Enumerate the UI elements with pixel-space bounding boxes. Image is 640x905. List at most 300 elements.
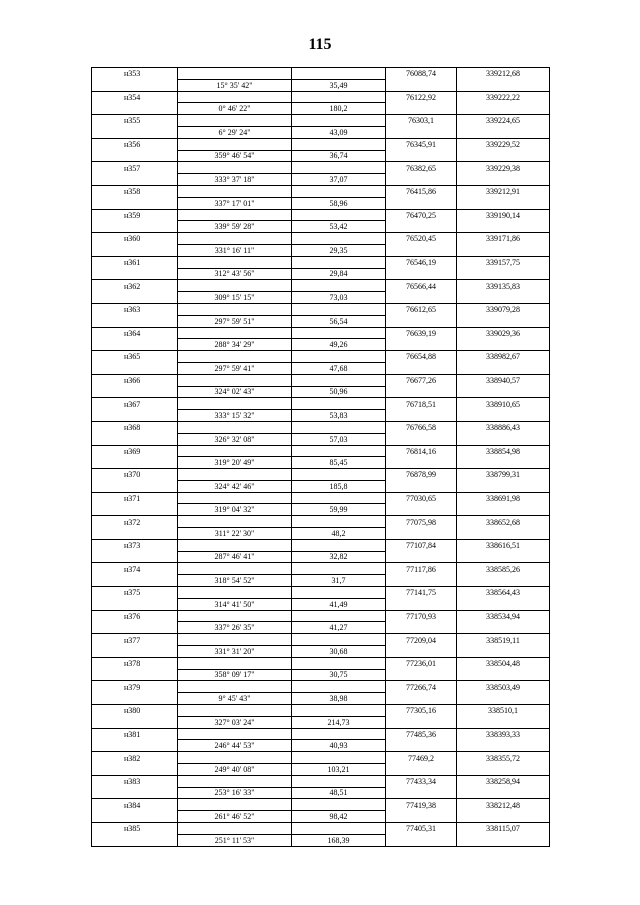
- point-cell: н379: [92, 681, 178, 693]
- x-coordinate-cell: 77117,86: [386, 563, 457, 575]
- point-cell: н358: [92, 185, 178, 197]
- y-coordinate-cell: 339224,65: [457, 115, 550, 127]
- y-coordinate-cell: 338212,48: [457, 799, 550, 811]
- x-coordinate-cell: 77209,04: [386, 634, 457, 646]
- point-cell: н364: [92, 327, 178, 339]
- y-spacer-cell: [457, 834, 550, 846]
- y-coordinate-cell: 338585,26: [457, 563, 550, 575]
- x-coordinate-cell: 76612,65: [386, 303, 457, 315]
- direction-angle-cell: 324° 42' 46": [178, 480, 292, 492]
- point-cell: н354: [92, 91, 178, 103]
- table-row: [92, 681, 550, 693]
- point-cell: н374: [92, 563, 178, 575]
- y-coordinate-cell: 338652,68: [457, 516, 550, 528]
- point-spacer-cell: [92, 174, 178, 186]
- angle-spacer-cell: [178, 91, 292, 103]
- x-coordinate-cell: 77433,34: [386, 775, 457, 787]
- table-row: [92, 115, 550, 127]
- y-coordinate-cell: 338982,67: [457, 351, 550, 363]
- point-spacer-cell: [92, 598, 178, 610]
- segment-length-cell: 41,27: [292, 622, 386, 634]
- table-row-segment: [92, 669, 550, 681]
- point-spacer-cell: [92, 575, 178, 587]
- x-spacer-cell: [386, 575, 457, 587]
- x-coordinate-cell: 77030,65: [386, 492, 457, 504]
- x-spacer-cell: [386, 339, 457, 351]
- x-spacer-cell: [386, 221, 457, 233]
- point-spacer-cell: [92, 126, 178, 138]
- direction-angle-cell: 331° 16' 11": [178, 244, 292, 256]
- table-row: [92, 256, 550, 268]
- direction-angle-cell: 314° 41' 50": [178, 598, 292, 610]
- y-coordinate-cell: 338616,51: [457, 539, 550, 551]
- y-coordinate-cell: 338910,65: [457, 398, 550, 410]
- segment-length-cell: 48,51: [292, 787, 386, 799]
- point-cell: н373: [92, 539, 178, 551]
- segment-length-cell: 35,49: [292, 79, 386, 91]
- y-coordinate-cell: 338393,33: [457, 728, 550, 740]
- x-coordinate-cell: 76303,1: [386, 115, 457, 127]
- x-coordinate-cell: 77305,16: [386, 705, 457, 717]
- segment-length-cell: 36,74: [292, 150, 386, 162]
- x-spacer-cell: [386, 79, 457, 91]
- x-coordinate-cell: 76415,86: [386, 185, 457, 197]
- angle-spacer-cell: [178, 728, 292, 740]
- angle-spacer-cell: [178, 799, 292, 811]
- x-coordinate-cell: 77170,93: [386, 610, 457, 622]
- segment-length-cell: 49,26: [292, 339, 386, 351]
- x-spacer-cell: [386, 244, 457, 256]
- y-spacer-cell: [457, 315, 550, 327]
- point-cell: н365: [92, 351, 178, 363]
- y-coordinate-cell: 339212,68: [457, 68, 550, 80]
- y-spacer-cell: [457, 622, 550, 634]
- length-spacer-cell: [292, 492, 386, 504]
- direction-angle-cell: 324° 02' 43": [178, 386, 292, 398]
- x-coordinate-cell: 76654,88: [386, 351, 457, 363]
- x-coordinate-cell: 76566,44: [386, 280, 457, 292]
- length-spacer-cell: [292, 209, 386, 221]
- x-spacer-cell: [386, 457, 457, 469]
- direction-angle-cell: 318° 54' 52": [178, 575, 292, 587]
- table-row-segment: [92, 504, 550, 516]
- table-row-segment: [92, 315, 550, 327]
- table-row: [92, 445, 550, 457]
- table-row: [92, 728, 550, 740]
- point-spacer-cell: [92, 150, 178, 162]
- x-coordinate-cell: 76814,16: [386, 445, 457, 457]
- y-coordinate-cell: 338258,94: [457, 775, 550, 787]
- point-spacer-cell: [92, 669, 178, 681]
- angle-spacer-cell: [178, 209, 292, 221]
- point-spacer-cell: [92, 646, 178, 658]
- length-spacer-cell: [292, 115, 386, 127]
- direction-angle-cell: 358° 09' 17": [178, 669, 292, 681]
- point-cell: н362: [92, 280, 178, 292]
- y-coordinate-cell: 339229,52: [457, 138, 550, 150]
- length-spacer-cell: [292, 587, 386, 599]
- point-cell: н360: [92, 233, 178, 245]
- angle-spacer-cell: [178, 327, 292, 339]
- y-coordinate-cell: 338854,98: [457, 445, 550, 457]
- y-spacer-cell: [457, 339, 550, 351]
- x-coordinate-cell: 77405,31: [386, 823, 457, 835]
- x-spacer-cell: [386, 433, 457, 445]
- segment-length-cell: 185,8: [292, 480, 386, 492]
- direction-angle-cell: 6° 29' 24": [178, 126, 292, 138]
- point-cell: н375: [92, 587, 178, 599]
- point-spacer-cell: [92, 622, 178, 634]
- table-row-segment: [92, 622, 550, 634]
- coordinates-table-body: [92, 68, 550, 847]
- segment-length-cell: 168,39: [292, 834, 386, 846]
- direction-angle-cell: 9° 45' 43": [178, 693, 292, 705]
- table-row-segment: [92, 79, 550, 91]
- table-row: [92, 657, 550, 669]
- y-spacer-cell: [457, 410, 550, 422]
- y-spacer-cell: [457, 244, 550, 256]
- table-row: [92, 68, 550, 80]
- table-row-segment: [92, 292, 550, 304]
- direction-angle-cell: 337° 17' 01": [178, 197, 292, 209]
- table-row: [92, 233, 550, 245]
- length-spacer-cell: [292, 469, 386, 481]
- table-row-segment: [92, 480, 550, 492]
- table-row-segment: [92, 811, 550, 823]
- length-spacer-cell: [292, 445, 386, 457]
- direction-angle-cell: 261° 46' 52": [178, 811, 292, 823]
- y-coordinate-cell: 339157,75: [457, 256, 550, 268]
- table-row: [92, 516, 550, 528]
- point-cell: н353: [92, 68, 178, 80]
- y-coordinate-cell: 339222,22: [457, 91, 550, 103]
- angle-spacer-cell: [178, 445, 292, 457]
- point-spacer-cell: [92, 103, 178, 115]
- angle-spacer-cell: [178, 563, 292, 575]
- angle-spacer-cell: [178, 823, 292, 835]
- y-spacer-cell: [457, 716, 550, 728]
- direction-angle-cell: 0° 46' 22": [178, 103, 292, 115]
- direction-angle-cell: 311° 22' 30": [178, 528, 292, 540]
- length-spacer-cell: [292, 610, 386, 622]
- y-coordinate-cell: 338504,48: [457, 657, 550, 669]
- x-coordinate-cell: 77107,84: [386, 539, 457, 551]
- y-spacer-cell: [457, 362, 550, 374]
- table-row: [92, 492, 550, 504]
- point-spacer-cell: [92, 693, 178, 705]
- point-spacer-cell: [92, 764, 178, 776]
- y-spacer-cell: [457, 764, 550, 776]
- y-spacer-cell: [457, 457, 550, 469]
- y-spacer-cell: [457, 480, 550, 492]
- y-spacer-cell: [457, 740, 550, 752]
- point-cell: н382: [92, 752, 178, 764]
- length-spacer-cell: [292, 539, 386, 551]
- y-spacer-cell: [457, 150, 550, 162]
- angle-spacer-cell: [178, 421, 292, 433]
- point-cell: н380: [92, 705, 178, 717]
- length-spacer-cell: [292, 280, 386, 292]
- y-spacer-cell: [457, 386, 550, 398]
- point-spacer-cell: [92, 292, 178, 304]
- table-row: [92, 280, 550, 292]
- segment-length-cell: 37,07: [292, 174, 386, 186]
- angle-spacer-cell: [178, 705, 292, 717]
- direction-angle-cell: 333° 15' 32": [178, 410, 292, 422]
- x-coordinate-cell: 76718,51: [386, 398, 457, 410]
- table-row-segment: [92, 126, 550, 138]
- y-spacer-cell: [457, 174, 550, 186]
- point-cell: н357: [92, 162, 178, 174]
- point-spacer-cell: [92, 362, 178, 374]
- y-spacer-cell: [457, 528, 550, 540]
- x-spacer-cell: [386, 693, 457, 705]
- point-cell: н372: [92, 516, 178, 528]
- x-coordinate-cell: 77266,74: [386, 681, 457, 693]
- table-row-segment: [92, 693, 550, 705]
- length-spacer-cell: [292, 799, 386, 811]
- x-spacer-cell: [386, 551, 457, 563]
- point-spacer-cell: [92, 457, 178, 469]
- table-row-segment: [92, 598, 550, 610]
- table-row-segment: [92, 787, 550, 799]
- y-spacer-cell: [457, 79, 550, 91]
- y-coordinate-cell: 338691,98: [457, 492, 550, 504]
- point-cell: н385: [92, 823, 178, 835]
- x-coordinate-cell: 76546,19: [386, 256, 457, 268]
- segment-length-cell: 85,45: [292, 457, 386, 469]
- segment-length-cell: 48,2: [292, 528, 386, 540]
- point-spacer-cell: [92, 339, 178, 351]
- point-spacer-cell: [92, 386, 178, 398]
- table-row-segment: [92, 221, 550, 233]
- table-row-segment: [92, 150, 550, 162]
- segment-length-cell: 41,49: [292, 598, 386, 610]
- point-cell: н356: [92, 138, 178, 150]
- point-spacer-cell: [92, 433, 178, 445]
- y-spacer-cell: [457, 221, 550, 233]
- point-spacer-cell: [92, 834, 178, 846]
- point-cell: н366: [92, 374, 178, 386]
- length-spacer-cell: [292, 303, 386, 315]
- x-spacer-cell: [386, 787, 457, 799]
- segment-length-cell: 58,96: [292, 197, 386, 209]
- point-spacer-cell: [92, 811, 178, 823]
- table-row-segment: [92, 764, 550, 776]
- angle-spacer-cell: [178, 634, 292, 646]
- length-spacer-cell: [292, 705, 386, 717]
- x-spacer-cell: [386, 764, 457, 776]
- point-spacer-cell: [92, 480, 178, 492]
- x-coordinate-cell: 76088,74: [386, 68, 457, 80]
- angle-spacer-cell: [178, 280, 292, 292]
- segment-length-cell: 56,54: [292, 315, 386, 327]
- y-coordinate-cell: 338534,94: [457, 610, 550, 622]
- x-spacer-cell: [386, 504, 457, 516]
- angle-spacer-cell: [178, 115, 292, 127]
- segment-length-cell: 53,42: [292, 221, 386, 233]
- angle-spacer-cell: [178, 162, 292, 174]
- segment-length-cell: 103,21: [292, 764, 386, 776]
- angle-spacer-cell: [178, 775, 292, 787]
- angle-spacer-cell: [178, 233, 292, 245]
- point-spacer-cell: [92, 740, 178, 752]
- angle-spacer-cell: [178, 657, 292, 669]
- y-coordinate-cell: 338940,57: [457, 374, 550, 386]
- segment-length-cell: 53,83: [292, 410, 386, 422]
- x-spacer-cell: [386, 598, 457, 610]
- table-row: [92, 138, 550, 150]
- x-coordinate-cell: 77485,36: [386, 728, 457, 740]
- direction-angle-cell: 309° 15' 15": [178, 292, 292, 304]
- y-coordinate-cell: 338799,31: [457, 469, 550, 481]
- x-spacer-cell: [386, 268, 457, 280]
- table-row-segment: [92, 362, 550, 374]
- y-spacer-cell: [457, 646, 550, 658]
- x-coordinate-cell: 76766,58: [386, 421, 457, 433]
- table-row: [92, 351, 550, 363]
- y-spacer-cell: [457, 575, 550, 587]
- x-coordinate-cell: 76520,45: [386, 233, 457, 245]
- angle-spacer-cell: [178, 587, 292, 599]
- table-row-segment: [92, 103, 550, 115]
- direction-angle-cell: 339° 59' 28": [178, 221, 292, 233]
- x-coordinate-cell: 76122,92: [386, 91, 457, 103]
- y-coordinate-cell: 339229,38: [457, 162, 550, 174]
- angle-spacer-cell: [178, 256, 292, 268]
- x-coordinate-cell: 77141,75: [386, 587, 457, 599]
- point-cell: н381: [92, 728, 178, 740]
- x-spacer-cell: [386, 669, 457, 681]
- table-row: [92, 610, 550, 622]
- point-spacer-cell: [92, 528, 178, 540]
- length-spacer-cell: [292, 421, 386, 433]
- y-spacer-cell: [457, 598, 550, 610]
- table-row: [92, 539, 550, 551]
- segment-length-cell: 180,2: [292, 103, 386, 115]
- y-coordinate-cell: 339212,91: [457, 185, 550, 197]
- table-row: [92, 374, 550, 386]
- y-coordinate-cell: 338510,1: [457, 705, 550, 717]
- segment-length-cell: 43,09: [292, 126, 386, 138]
- x-coordinate-cell: 76677,26: [386, 374, 457, 386]
- point-cell: н383: [92, 775, 178, 787]
- table-row-segment: [92, 339, 550, 351]
- y-spacer-cell: [457, 669, 550, 681]
- length-spacer-cell: [292, 162, 386, 174]
- x-spacer-cell: [386, 716, 457, 728]
- direction-angle-cell: 312° 43' 56": [178, 268, 292, 280]
- y-coordinate-cell: 338503,49: [457, 681, 550, 693]
- point-spacer-cell: [92, 551, 178, 563]
- x-spacer-cell: [386, 386, 457, 398]
- segment-length-cell: 50,96: [292, 386, 386, 398]
- point-spacer-cell: [92, 716, 178, 728]
- segment-length-cell: 40,93: [292, 740, 386, 752]
- table-row: [92, 587, 550, 599]
- y-spacer-cell: [457, 103, 550, 115]
- point-cell: н378: [92, 657, 178, 669]
- y-coordinate-cell: 339135,83: [457, 280, 550, 292]
- y-spacer-cell: [457, 126, 550, 138]
- angle-spacer-cell: [178, 492, 292, 504]
- y-coordinate-cell: 339171,86: [457, 233, 550, 245]
- point-spacer-cell: [92, 79, 178, 91]
- table-row: [92, 303, 550, 315]
- direction-angle-cell: 326° 32' 08": [178, 433, 292, 445]
- x-spacer-cell: [386, 622, 457, 634]
- table-row-segment: [92, 410, 550, 422]
- table-row: [92, 775, 550, 787]
- angle-spacer-cell: [178, 68, 292, 80]
- length-spacer-cell: [292, 681, 386, 693]
- segment-length-cell: 57,03: [292, 433, 386, 445]
- x-coordinate-cell: 77236,01: [386, 657, 457, 669]
- angle-spacer-cell: [178, 374, 292, 386]
- angle-spacer-cell: [178, 516, 292, 528]
- table-row-segment: [92, 244, 550, 256]
- y-coordinate-cell: 338564,43: [457, 587, 550, 599]
- table-row: [92, 634, 550, 646]
- x-spacer-cell: [386, 150, 457, 162]
- y-spacer-cell: [457, 433, 550, 445]
- segment-length-cell: 47,68: [292, 362, 386, 374]
- angle-spacer-cell: [178, 303, 292, 315]
- table-row-segment: [92, 740, 550, 752]
- table-row: [92, 162, 550, 174]
- angle-spacer-cell: [178, 752, 292, 764]
- y-spacer-cell: [457, 292, 550, 304]
- direction-angle-cell: 333° 37' 18": [178, 174, 292, 186]
- x-spacer-cell: [386, 103, 457, 115]
- length-spacer-cell: [292, 516, 386, 528]
- point-cell: н355: [92, 115, 178, 127]
- angle-spacer-cell: [178, 398, 292, 410]
- segment-length-cell: 30,68: [292, 646, 386, 658]
- length-spacer-cell: [292, 185, 386, 197]
- table-row: [92, 823, 550, 835]
- point-spacer-cell: [92, 315, 178, 327]
- x-coordinate-cell: 76470,25: [386, 209, 457, 221]
- direction-angle-cell: 319° 20' 49": [178, 457, 292, 469]
- table-row: [92, 469, 550, 481]
- x-spacer-cell: [386, 315, 457, 327]
- table-row-segment: [92, 457, 550, 469]
- direction-angle-cell: 253° 16' 33": [178, 787, 292, 799]
- direction-angle-cell: 359° 46' 54": [178, 150, 292, 162]
- x-spacer-cell: [386, 811, 457, 823]
- point-cell: н361: [92, 256, 178, 268]
- direction-angle-cell: 287° 46' 41": [178, 551, 292, 563]
- point-spacer-cell: [92, 244, 178, 256]
- angle-spacer-cell: [178, 539, 292, 551]
- x-spacer-cell: [386, 480, 457, 492]
- x-spacer-cell: [386, 174, 457, 186]
- table-row-segment: [92, 174, 550, 186]
- direction-angle-cell: 251° 11' 53": [178, 834, 292, 846]
- direction-angle-cell: 249° 40' 08": [178, 764, 292, 776]
- length-spacer-cell: [292, 233, 386, 245]
- x-spacer-cell: [386, 834, 457, 846]
- y-coordinate-cell: 339190,14: [457, 209, 550, 221]
- point-cell: н376: [92, 610, 178, 622]
- point-cell: н367: [92, 398, 178, 410]
- point-spacer-cell: [92, 410, 178, 422]
- length-spacer-cell: [292, 823, 386, 835]
- segment-length-cell: 29,84: [292, 268, 386, 280]
- table-row: [92, 752, 550, 764]
- segment-length-cell: 73,03: [292, 292, 386, 304]
